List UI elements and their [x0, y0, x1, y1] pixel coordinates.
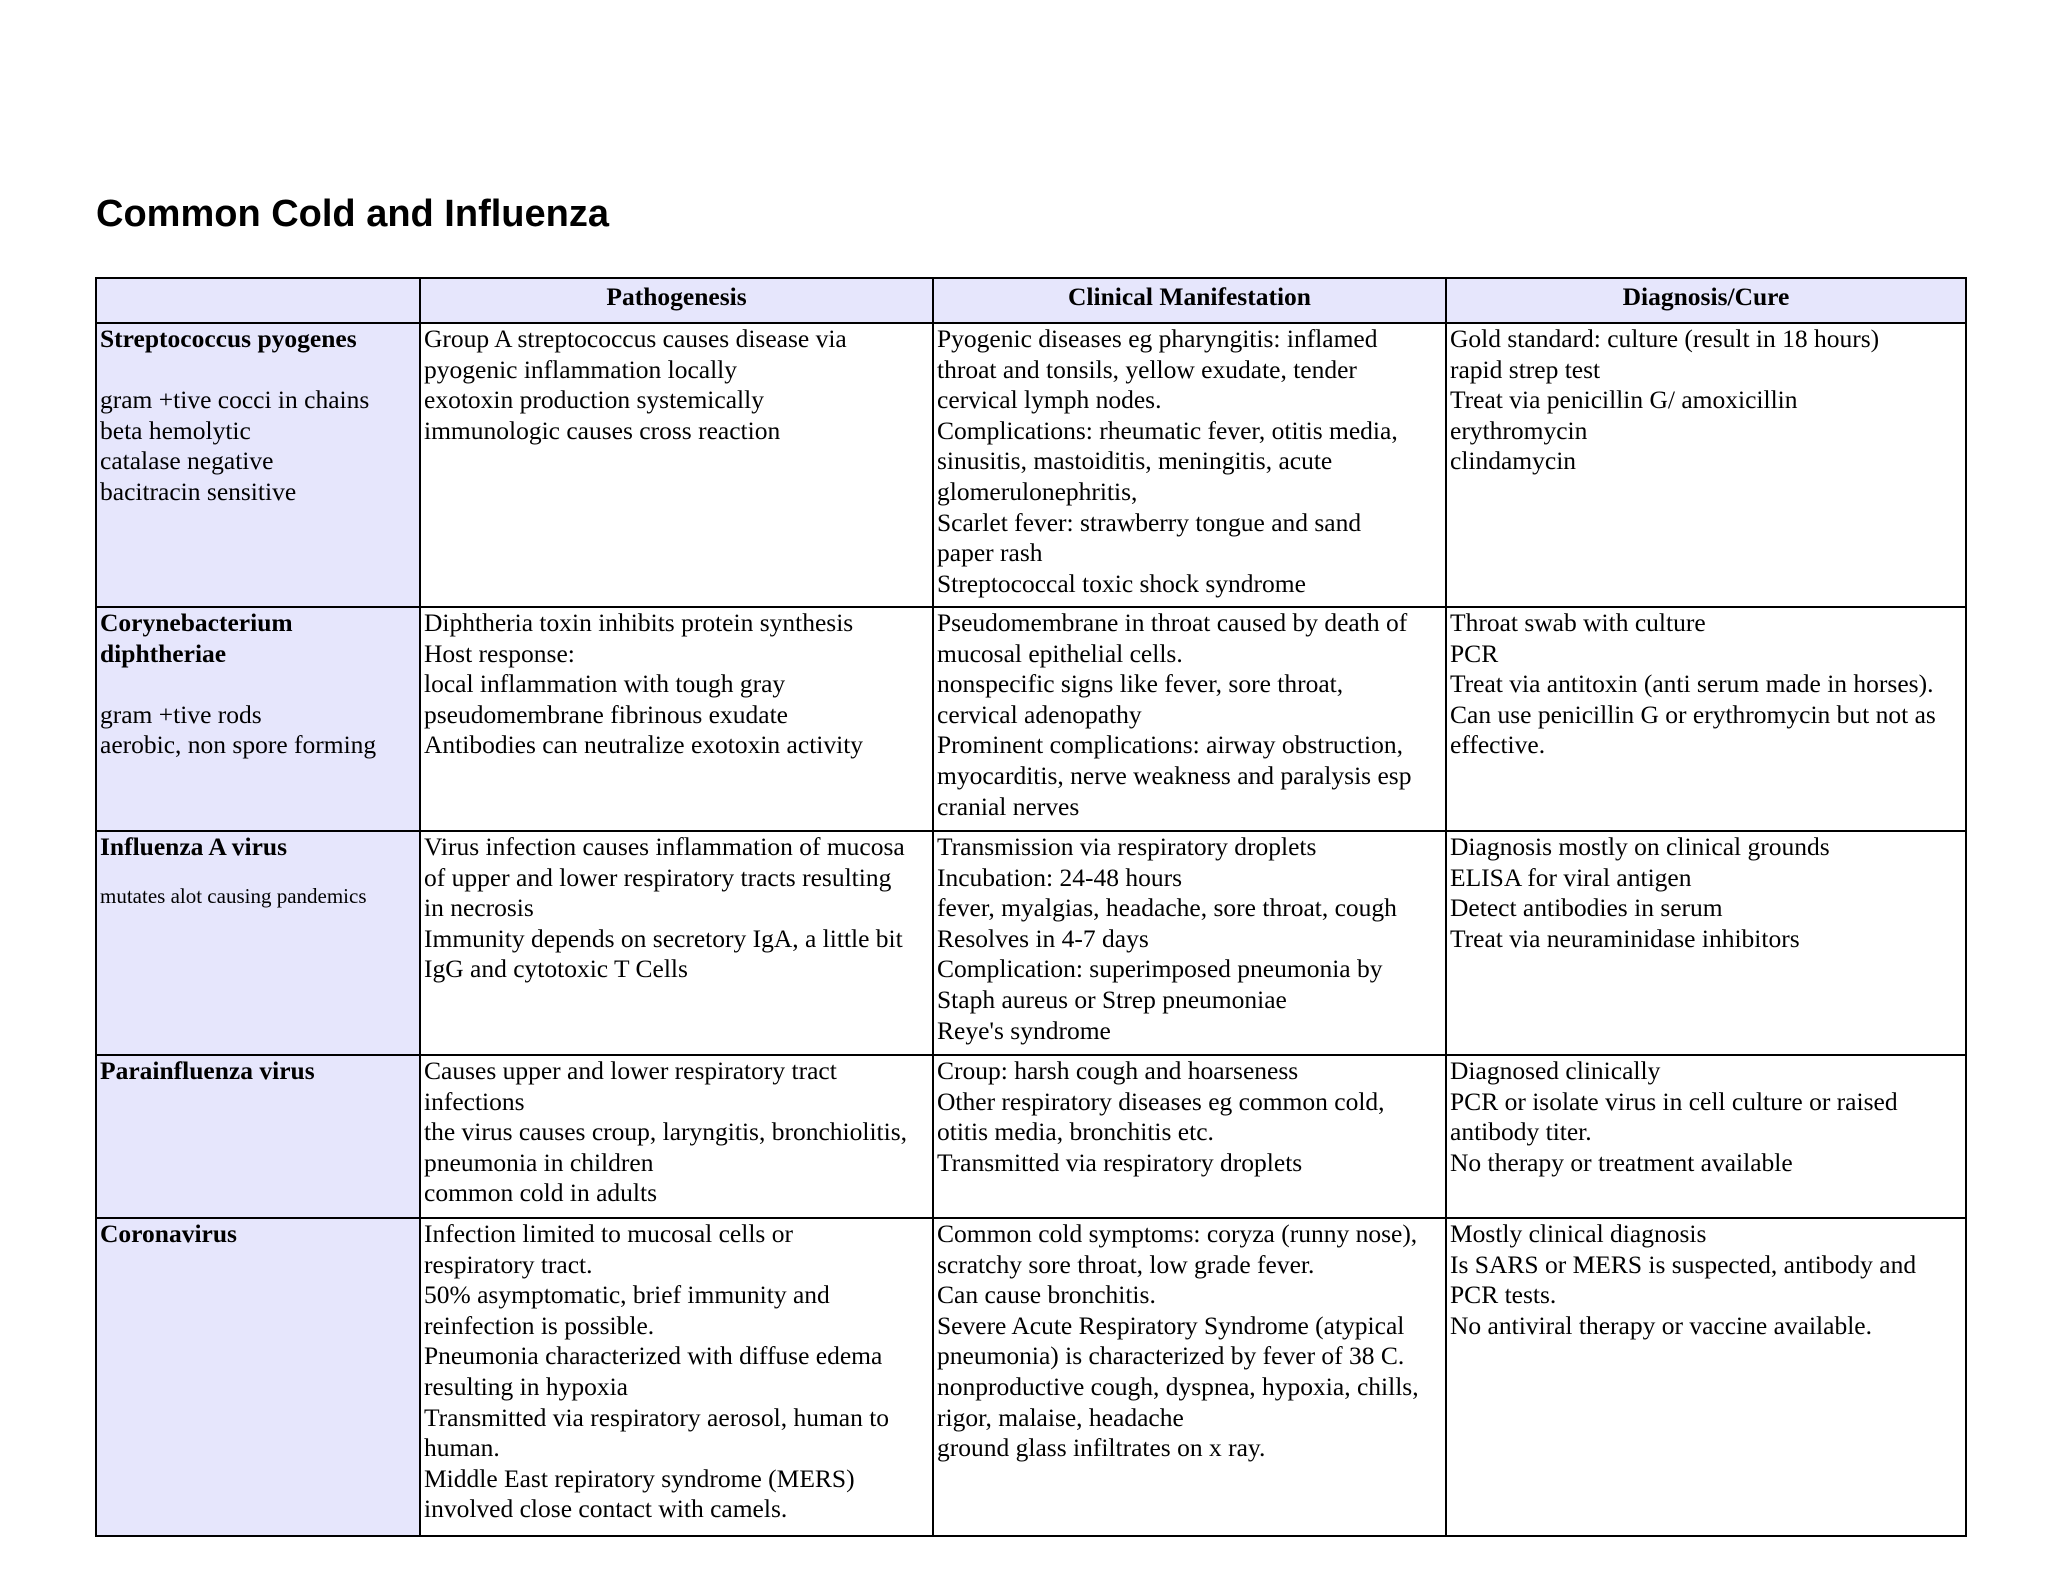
text-line: IgG and cytotoxic T Cells [424, 954, 688, 984]
spacer [100, 355, 416, 386]
organism-name: Influenza A virus [100, 832, 288, 861]
organism-name: Streptococcus pyogenes [100, 324, 357, 353]
text-line: of upper and lower respiratory tracts resulting [424, 862, 892, 892]
organism-note: catalase negative [100, 446, 274, 476]
text-line: resulting in hypoxia [424, 1371, 628, 1401]
organism-cell [96, 1218, 420, 1536]
header-diagnosis-cure: Diagnosis/Cure [1446, 278, 1966, 323]
diagnosis-cure-cell [1446, 1055, 1966, 1218]
text-line: immunologic causes cross reaction [424, 415, 781, 445]
clinical-manifestation-cell [933, 831, 1446, 1055]
text-line: involved close contact with camels. [424, 1494, 788, 1524]
organism-name: Parainfluenza virus [100, 1056, 315, 1085]
clinical-manifestation-cell [933, 1055, 1446, 1218]
clinical-manifestation-cell [933, 607, 1446, 831]
text-line: mucosal epithelial cells. [937, 638, 1183, 668]
text-line: Complications: rheumatic fever, otitis media, [937, 415, 1398, 445]
page-title: Common Cold and Influenza [96, 193, 609, 235]
text-line: antibody titer. [1450, 1117, 1592, 1147]
text-line: reinfection is possible. [424, 1310, 655, 1340]
text-line: Pneumonia characterized with diffuse edema [424, 1341, 883, 1371]
text-line: pneumonia in children [424, 1147, 654, 1177]
text-line: Incubation: 24-48 hours [937, 862, 1183, 892]
text-line: Diphtheria toxin inhibits protein synthesis [424, 608, 854, 637]
text-line: Pseudomembrane in throat caused by death of [937, 608, 1408, 637]
pathogenesis-cell [420, 1218, 933, 1536]
organism-cell [96, 323, 420, 607]
table-row [96, 607, 1966, 831]
text-line: Transmission via respiratory droplets [937, 832, 1317, 861]
text-line: ELISA for viral antigen [1450, 862, 1692, 892]
text-line: effective. [1450, 730, 1546, 760]
text-line: 50% asymptomatic, brief immunity and [424, 1280, 830, 1310]
text-line: Resolves in 4-7 days [937, 923, 1149, 953]
text-line: pneumonia) is characterized by fever of 38 C. [937, 1341, 1405, 1371]
header-clinical-manifestation: Clinical Manifestation [933, 278, 1446, 323]
text-line: common cold in adults [424, 1178, 658, 1208]
text-line: Scarlet fever: strawberry tongue and sand [937, 507, 1362, 537]
table-row [96, 831, 1966, 1055]
organism-note: gram +tive rods [100, 699, 262, 729]
text-line: nonproductive cough, dyspnea, hypoxia, chills, [937, 1371, 1419, 1401]
text-line: clindamycin [1450, 446, 1577, 476]
text-line: Diagnosed clinically [1450, 1056, 1661, 1085]
text-line: rapid strep test [1450, 354, 1601, 384]
clinical-manifestation-cell [933, 1218, 1446, 1536]
text-line: local inflammation with tough gray [424, 669, 786, 699]
text-line: Virus infection causes inflammation of mucosa [424, 832, 905, 861]
text-line: Causes upper and lower respiratory tract [424, 1056, 837, 1085]
text-line: Diagnosis mostly on clinical grounds [1450, 832, 1830, 861]
text-line: nonspecific signs like fever, sore throat, [937, 669, 1344, 699]
table-row [96, 1055, 1966, 1218]
text-line: glomerulonephritis, [937, 476, 1138, 506]
text-line: Treat via antitoxin (anti serum made in horses). [1450, 669, 1934, 699]
text-line: Is SARS or MERS is suspected, antibody and [1450, 1249, 1917, 1279]
table-row [96, 323, 1966, 607]
text-line: sinusitis, mastoiditis, meningitis, acute [937, 446, 1333, 476]
text-line: pseudomembrane fibrinous exudate [424, 699, 788, 729]
text-line: No antiviral therapy or vaccine available. [1450, 1310, 1872, 1340]
text-line: cervical adenopathy [937, 699, 1142, 729]
text-line: Gold standard: culture (result in 18 hours) [1450, 324, 1880, 353]
text-line: in necrosis [424, 893, 534, 923]
diagnosis-cure-cell [1446, 323, 1966, 607]
text-line: cranial nerves [937, 791, 1080, 821]
text-line: PCR or isolate virus in cell culture or raised [1450, 1086, 1898, 1116]
spacer [100, 669, 416, 700]
text-line: rigor, malaise, headache [937, 1402, 1184, 1432]
organism-note: gram +tive cocci in chains [100, 385, 370, 415]
text-line: No therapy or treatment available [1450, 1147, 1793, 1177]
text-line: ground glass infiltrates on x ray. [937, 1433, 1266, 1463]
header-organism [96, 278, 420, 323]
text-line: Other respiratory diseases eg common cold, [937, 1086, 1385, 1116]
text-line: otitis media, bronchitis etc. [937, 1117, 1214, 1147]
organism-note: aerobic, non spore forming [100, 730, 377, 760]
text-line: Severe Acute Respiratory Syndrome (atypical [937, 1310, 1405, 1340]
table-header-row [96, 278, 1966, 323]
text-line: human. [424, 1433, 500, 1463]
text-line: Throat swab with culture [1450, 608, 1706, 637]
text-line: fever, myalgias, headache, sore throat, cough [937, 893, 1397, 923]
text-line: exotoxin production systemically [424, 385, 764, 415]
text-line: Infection limited to mucosal cells or [424, 1219, 793, 1248]
text-line: Middle East repiratory syndrome (MERS) [424, 1463, 855, 1493]
organism-cell [96, 831, 420, 1055]
text-line: Pyogenic diseases eg pharyngitis: inflamed [937, 324, 1378, 353]
text-line: throat and tonsils, yellow exudate, tender [937, 354, 1357, 384]
text-line: Detect antibodies in serum [1450, 893, 1723, 923]
text-line: Prominent complications: airway obstruction, [937, 730, 1403, 760]
text-line: cervical lymph nodes. [937, 385, 1162, 415]
text-line: erythromycin [1450, 415, 1588, 445]
organism-cell [96, 607, 420, 831]
clinical-manifestation-cell [933, 323, 1446, 607]
text-line: Treat via neuraminidase inhibitors [1450, 923, 1800, 953]
diagnosis-cure-cell [1446, 1218, 1966, 1536]
pathogenesis-cell [420, 607, 933, 831]
text-line: Antibodies can neutralize exotoxin activity [424, 730, 864, 760]
text-line: infections [424, 1086, 525, 1116]
text-line: Common cold symptoms: coryza (runny nose), [937, 1219, 1418, 1248]
spacer [100, 863, 416, 883]
text-line: Complication: superimposed pneumonia by [937, 954, 1383, 984]
text-line: Treat via penicillin G/ amoxicillin [1450, 385, 1798, 415]
header-pathogenesis: Pathogenesis [420, 278, 933, 323]
pathogenesis-cell [420, 323, 933, 607]
text-line: Host response: [424, 638, 575, 668]
diagnosis-cure-cell [1446, 831, 1966, 1055]
diagnosis-cure-cell [1446, 607, 1966, 831]
table-row [96, 1218, 1966, 1536]
text-line: Staph aureus or Strep pneumoniae [937, 984, 1287, 1014]
text-line: Can use penicillin G or erythromycin but not as [1450, 699, 1936, 729]
text-line: Group A streptococcus causes disease via [424, 324, 847, 353]
text-line: Streptococcal toxic shock syndrome [937, 568, 1306, 598]
text-line: Croup: harsh cough and hoarseness [937, 1056, 1299, 1085]
text-line: PCR [1450, 638, 1499, 668]
organism-note: mutates alot causing pandemics [100, 883, 367, 908]
pathogenesis-cell [420, 1055, 933, 1218]
text-line: Transmitted via respiratory droplets [937, 1147, 1303, 1177]
text-line: pyogenic inflammation locally [424, 354, 737, 384]
text-line: Can cause bronchitis. [937, 1280, 1156, 1310]
text-line: Immunity depends on secretory IgA, a little bit [424, 923, 903, 953]
organism-cell [96, 1055, 420, 1218]
text-line: the virus causes croup, laryngitis, bronchiolitis, [424, 1117, 907, 1147]
organism-note: bacitracin sensitive [100, 476, 297, 506]
disease-comparison-table [95, 277, 1967, 1537]
text-line: respiratory tract. [424, 1249, 593, 1279]
text-line: Reye's syndrome [937, 1015, 1111, 1045]
organism-name: Coronavirus [100, 1219, 237, 1248]
text-line: PCR tests. [1450, 1280, 1557, 1310]
text-line: scratchy sore throat, low grade fever. [937, 1249, 1315, 1279]
text-line: myocarditis, nerve weakness and paralysis esp [937, 760, 1412, 790]
text-line: paper rash [937, 538, 1043, 568]
text-line: Mostly clinical diagnosis [1450, 1219, 1707, 1248]
pathogenesis-cell [420, 831, 933, 1055]
text-line: Transmitted via respiratory aerosol, human to [424, 1402, 890, 1432]
organism-name: diphtheriae [100, 638, 227, 668]
organism-note: beta hemolytic [100, 415, 251, 445]
organism-name: Corynebacterium [100, 608, 293, 637]
